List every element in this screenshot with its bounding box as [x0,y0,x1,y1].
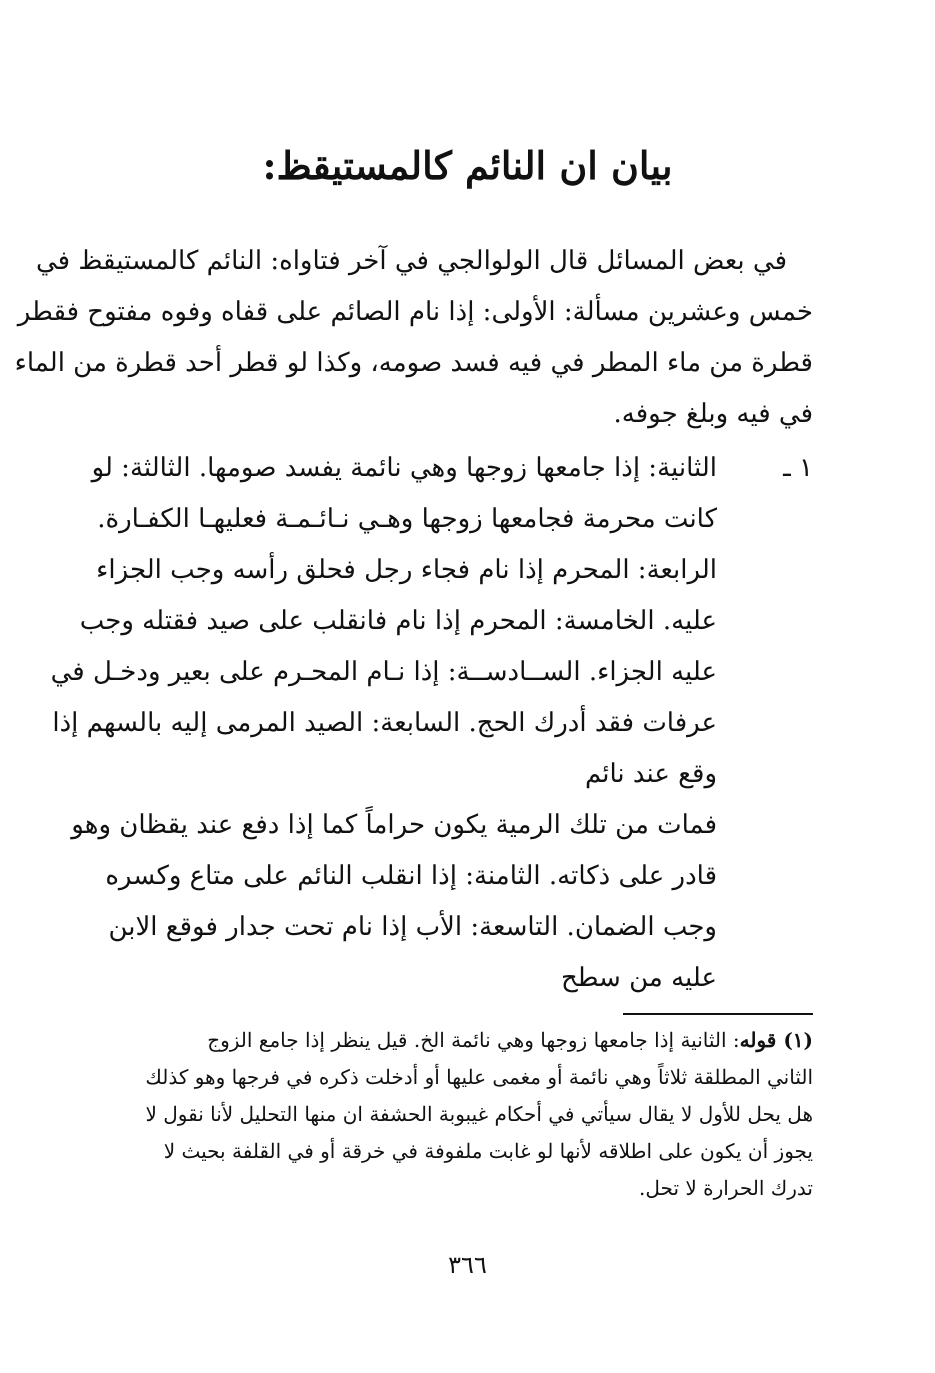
footnote-marker: (١) قوله [739,1028,813,1052]
item-line: وقع عند نائم [584,759,717,789]
footnote-first-text: : الثانية إذا جامعها زوجها وهي نائمة الخ. قيل ينظر إذا جامع الزوج [207,1028,740,1052]
footnote [125,1022,813,1207]
footnote-line: يجوز أن يكون على اطلاقه لأنها لو غابت ملفوفة في خرقة أو في القلفة بحيث لا [163,1139,813,1163]
paragraph-line: في بعض المسائل قال الولوالجي في آخر فتاواه: النائم كالمستيقظ في [36,246,787,276]
paragraph-line: قطرة من ماء المطر في فيه فسد صومه، وكذا لو قطر أحد قطرة من الماء [14,348,813,378]
paragraph-line: خمس وعشرين مسألة: الأولى: إذا نام الصائم على قفاه وفوه مفتوح فقطر [17,297,813,327]
item-line: وجب الضمان. التاسعة: الأب إذا نام تحت جدار فوقع الابن [108,912,717,942]
item-line: عرفات فقد أدرك الحج. السابعة: الصيد المرمى إليه بالسهم إذا [52,708,717,738]
footnote-line: هل يحل للأول لا يقال سيأتي في أحكام غيبوبة الحشفة ان منها التحليل لأنا نقول لا [145,1102,813,1126]
item-line: فمات من تلك الرمية يكون حراماً كما إذا دفع عند يقظان وهو [71,810,717,840]
item-line: كانت محرمة فجامعها زوجها وهـي نـائـمـة فعليهـا الكفـارة. [97,504,717,534]
item-line: الثانية: إذا جامعها زوجها وهي نائمة يفسد صومها. الثالثة: لو [91,453,717,483]
item-body [50,443,717,1004]
item-line: عليه من سطح [560,963,717,993]
item-number: ١ ـ [783,453,813,483]
item-line: عليه الجزاء. الســادســة: إذا نـام المحـرم على بعير ودخـل في [50,657,717,687]
footnote-line: الثاني المطلقة ثلاثاً وهي نائمة أو مغمى عليها أو أدخلت ذكره في فرجها وهو كذلك [145,1065,813,1089]
item-line: الرابعة: المحرم إذا نام فجاء رجل فحلق رأسه وجب الجزاء [96,555,717,585]
section-title: بيان ان النائم كالمستيقظ: [262,143,673,188]
intro-paragraph [14,236,813,440]
page-number: ٣٦٦ [448,1251,487,1279]
footnote-line [125,1022,813,1059]
footnote-divider [623,1013,813,1015]
paragraph-line: في فيه وبلغ جوفه. [613,399,813,429]
footnote-line: تدرك الحرارة لا تحل. [639,1176,813,1200]
item-line: عليه. الخامسة: المحرم إذا نام فانقلب على صيد فقتله وجب [79,606,717,636]
item-line: قادر على ذكاته. الثامنة: إذا انقلب النائم على متاع وكسره [105,861,717,891]
